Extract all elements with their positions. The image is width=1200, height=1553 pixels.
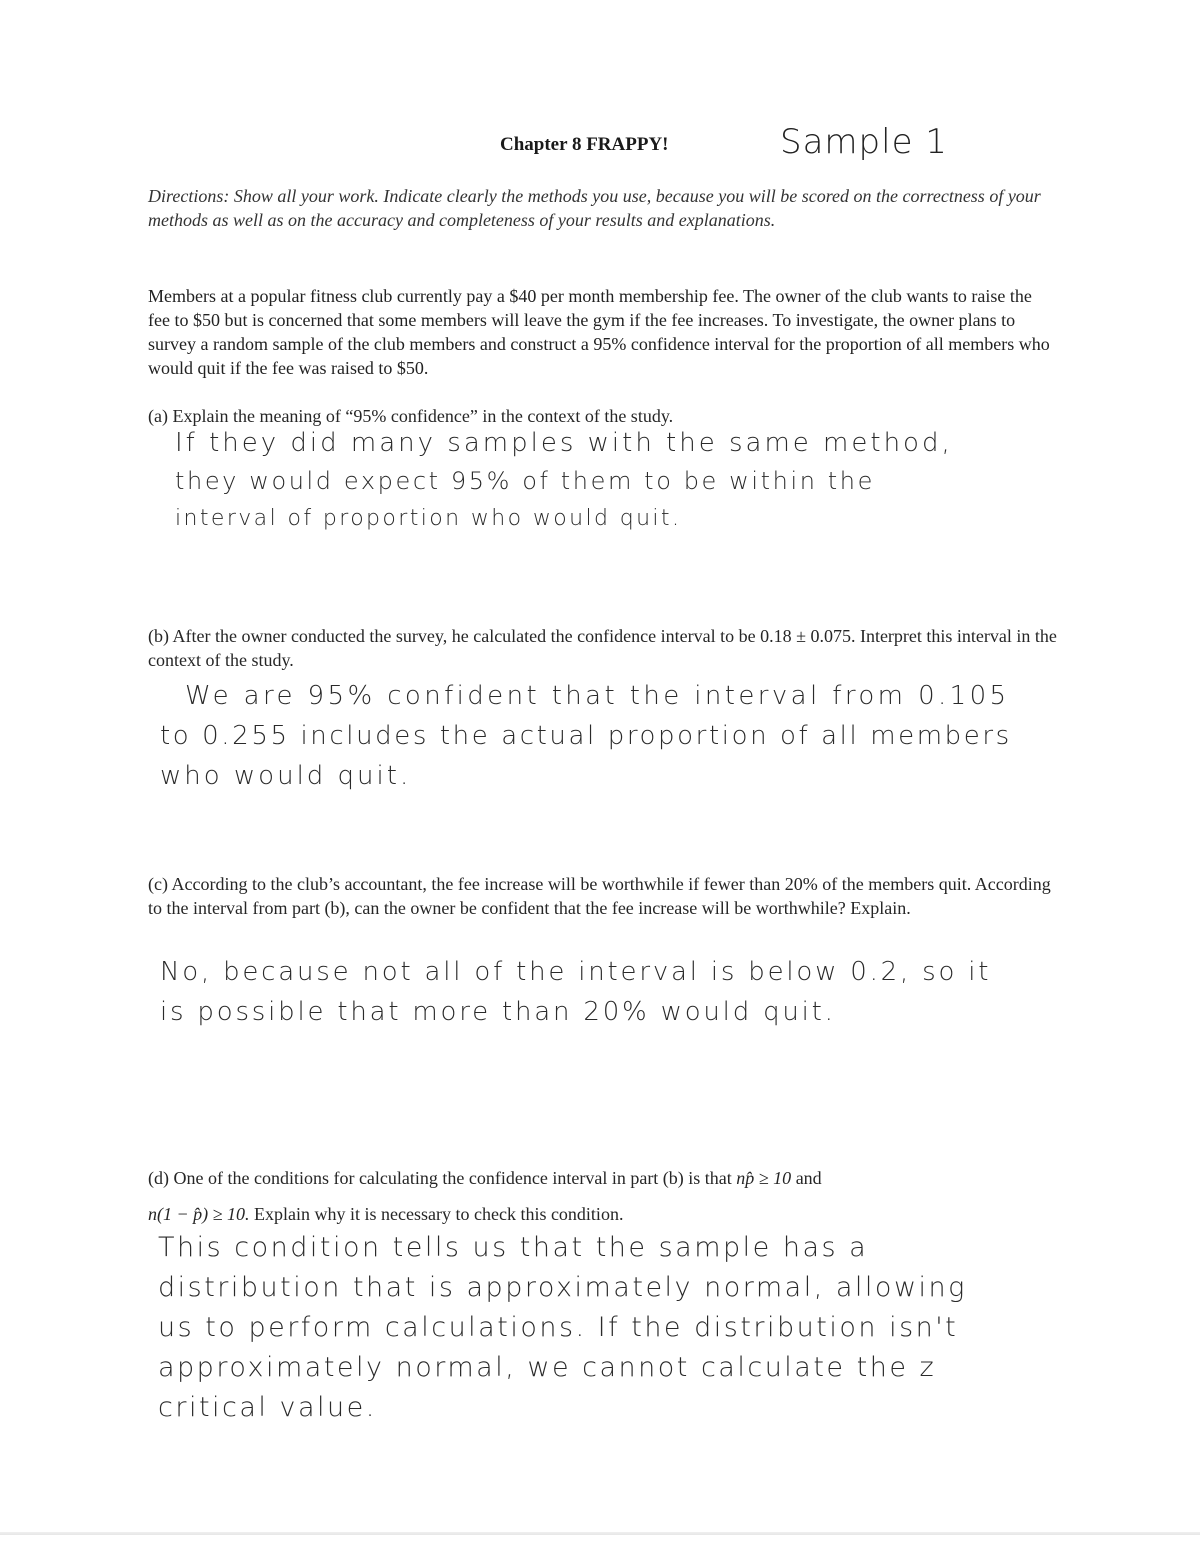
question-a-prompt: (a) Explain the meaning of “95% confidence” in the context of the study. [148, 406, 674, 426]
prompt-text: Explain why it is necessary to check this condition. [249, 1204, 624, 1224]
question-d-answer [158, 1228, 967, 1428]
answer-line: they would expect 95% of them to be within the [175, 467, 875, 495]
question-c-answer [160, 952, 991, 1032]
answer-line: distribution that is approximately normal, allowing [158, 1272, 967, 1303]
question-b-answer [160, 676, 1012, 796]
answer-line: approximately normal, we cannot calculate the z [158, 1352, 937, 1383]
answer-line: This condition tells us that the sample has a [158, 1232, 869, 1263]
answer-line: No, because not all of the interval is below 0.2, so it [160, 957, 992, 987]
question-d-prompt-line1 [148, 1166, 1058, 1190]
directions-text: Directions: Show all your work. Indicate clearly the methods you use, because you will be scored on the correctness of your methods as well as on the accuracy and completeness of your results and explanations. [148, 186, 1041, 230]
question-c-prompt: (c) According to the club’s accountant, the fee increase will be worthwhile if fewer than 20% of the members quit. According to the interval from part (b), can the owner be confident that the fee increase will be worthwhile? Explain. [148, 874, 1051, 918]
question-a-answer [175, 424, 953, 538]
page-title: Chapter 8 FRAPPY! [500, 134, 669, 155]
answer-line: interval of proportion who would quit. [175, 506, 682, 531]
math-condition-np: np̂ ≥ 10 [736, 1168, 792, 1188]
answer-line: is possible that more than 20% would quit. [160, 997, 836, 1027]
question-b-prompt: (b) After the owner conducted the survey, he calculated the confidence interval to be 0.18 ± 0.075. Interpret this interval in the context of the study. [148, 626, 1057, 670]
question-d-prompt-line2 [148, 1202, 1058, 1226]
prompt-text: and [791, 1168, 822, 1188]
answer-line: We are 95% confident that the interval from 0.105 [185, 681, 1010, 711]
prompt-text: (d) One of the conditions for calculating the confidence interval in part (b) is that [148, 1168, 737, 1188]
math-condition-n1p: n(1 − p̂) ≥ 10. [148, 1204, 250, 1224]
intro-paragraph: Members at a popular fitness club currently pay a $40 per month membership fee. The owner of the club wants to raise the fee to $50 but is concerned that some members will leave the gym if the fee increases. To investigate, the owner plans to survey a random sample of the club members and construct a 95% confidence interval for the proportion of all members who would quit if the fee was raised to $50. [148, 286, 1050, 378]
answer-line: to 0.255 includes the actual proportion of all members [160, 721, 1012, 751]
scan-bottom-edge [0, 1532, 1200, 1535]
answer-line: critical value. [158, 1392, 377, 1423]
answer-line: who would quit. [160, 761, 412, 791]
sample-label-handwritten: Sample 1 [780, 122, 948, 162]
answer-line: If they did many samples with the same method, [175, 428, 953, 458]
answer-line: us to perform calculations. If the distribution isn't [158, 1312, 959, 1343]
